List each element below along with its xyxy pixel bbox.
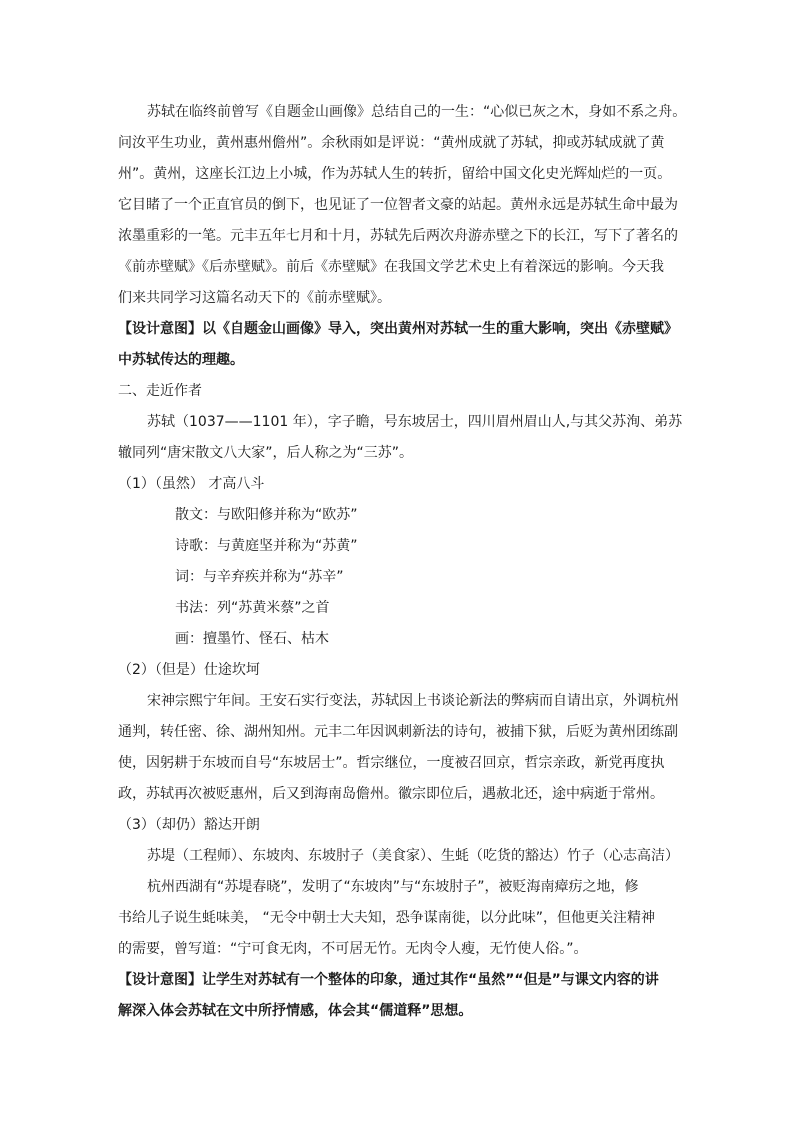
- section-title: 二、走近作者: [118, 383, 202, 399]
- point1-item: 画：擅墨竹、怪石、枯木: [175, 631, 329, 647]
- design-intent-line: 【设计意图】让学生对苏轼有一个整体的印象，通过其作“虽然”“但是”与课文内容的讲: [118, 972, 659, 988]
- intro-line: 们来共同学习这篇名动天下的《前赤壁赋》。: [118, 290, 391, 306]
- intro-line: 州”。黄州，这座长江边上小城，作为苏轼人生的转折，留给中国文化史光辉灿烂的一页。: [118, 166, 672, 182]
- point2-heading: （2）（但是）仕途坎坷: [118, 662, 260, 678]
- intro-line: 浓墨重彩的一笔。元丰五年七月和十月，苏轼先后两次舟游赤壁之下的长江，写下了著名的: [118, 228, 678, 244]
- design-intent-line: 【设计意图】以《自题金山画像》导入，突出黄州对苏轼一生的重大影响，突出《赤壁赋》: [118, 321, 678, 337]
- intro-line: 《前赤壁赋》《后赤壁赋》。前后《赤壁赋》在我国文学艺术史上有着深远的影响。今天我: [118, 259, 664, 275]
- design-intent-line: 中苏轼传达的理趣。: [118, 352, 244, 368]
- point1-item: 散文：与欧阳修并称为“欧苏”: [175, 507, 358, 523]
- intro-line: 它目睹了一个正直官员的倒下，也见证了一位智者文豪的站起。黄州永远是苏轼生命中最为: [118, 197, 678, 213]
- point3-line: 杭州西湖有“苏堤春晓”，发明了“东坡肉”与“东坡肘子”，被贬海南瘴疠之地，修: [147, 879, 639, 895]
- point2-line: 政，苏轼再次被贬惠州，后又到海南岛儋州。徽宗即位后，遇赦北还，途中病逝于常州。: [118, 786, 664, 802]
- point2-line: 宋神宗熙宁年间。王安石实行变法，苏轼因上书谈论新法的弊病而自请出京，外调杭州: [147, 693, 679, 709]
- point1-item: 词：与辛弃疾并称为“苏辛”: [175, 569, 344, 585]
- point2-line: 通判，转任密、徐、湖州知州。元丰二年因讽刺新法的诗句，被捕下狱，后贬为黄州团练副: [118, 724, 678, 740]
- point3-heading: （3）（却仍）豁达开朗: [118, 817, 260, 833]
- bio-line: 辙同列“唐宋散文八大家”，后人称之为“三苏”。: [118, 445, 414, 461]
- point1-item: 诗歌：与黄庭坚并称为“苏黄”: [175, 538, 358, 554]
- point1-heading: （1）（虽然） 才高八斗: [118, 476, 265, 492]
- point3-line: 的需要，曾写道：“宁可食无肉，不可居无竹。无肉令人瘦，无竹使人俗。”。: [118, 941, 588, 957]
- point3-line: 书给儿子说生蚝味美， “无令中朝士大夫知，恐争谋南徙，以分此味”，但他更关注精神: [118, 910, 655, 926]
- design-intent-line: 解深入体会苏轼在文中所抒情感，体会其“儒道释”思想。: [118, 1003, 473, 1019]
- bio-line: 苏轼（1037——1101 年），字子瞻，号东坡居士，四川眉州眉山人,与其父苏洵、弟苏: [147, 414, 683, 430]
- point1-item: 书法：列“苏黄米蔡”之首: [175, 600, 330, 616]
- intro-line: 苏轼在临终前曾写《自题金山画像》总结自己的一生：“心似已灰之木，身如不系之舟。: [147, 104, 687, 120]
- point2-line: 使，因躬耕于东坡而自号“东坡居士”。哲宗继位，一度被召回京，哲宗亲政，新党再度执: [118, 755, 665, 771]
- point3-line: 苏堤（工程师）、东坡肉、东坡肘子（美食家）、生蚝（吃货的豁达）竹子（心志高洁）: [147, 848, 679, 864]
- intro-line: 问汝平生功业，黄州惠州儋州”。余秋雨如是评说：“黄州成就了苏轼，抑或苏轼成就了黄: [118, 135, 665, 151]
